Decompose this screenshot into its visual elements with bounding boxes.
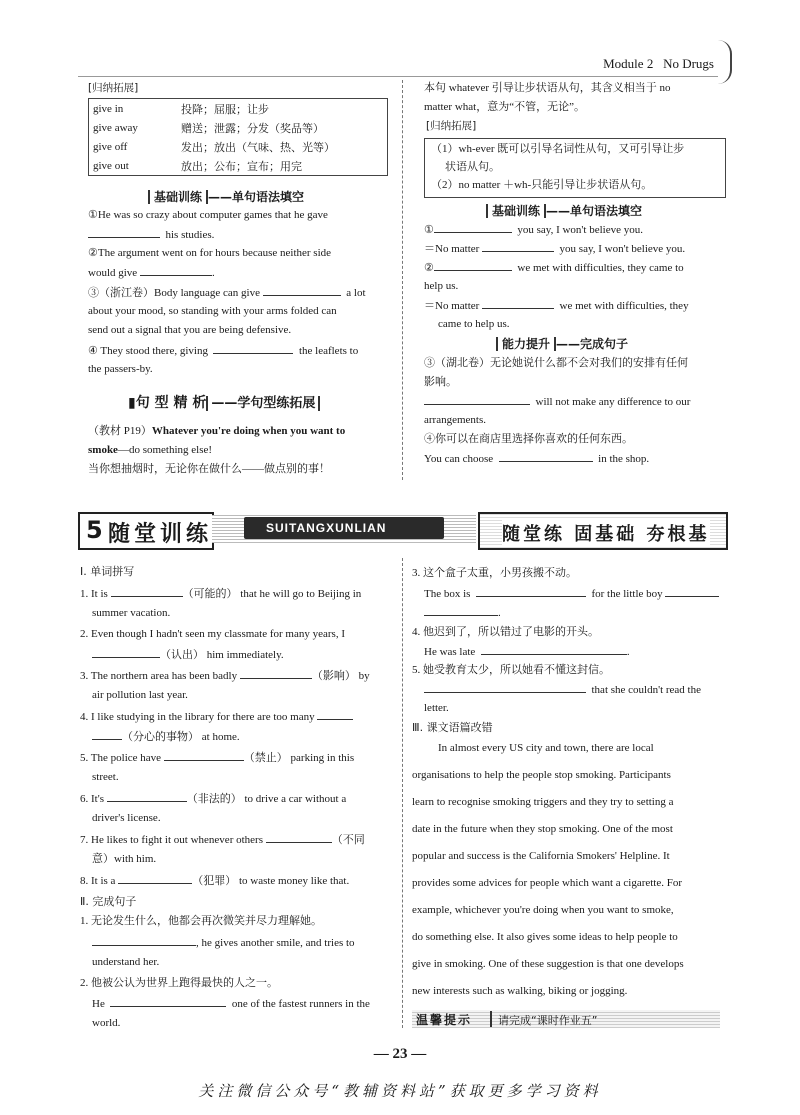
running-header <box>603 56 714 72</box>
exercise-line: came to help us. <box>438 318 510 330</box>
exercise-line: understand her. <box>92 956 160 968</box>
basic-training-heading-left: 基础训练 ——单句语法填空 <box>148 188 304 205</box>
explanation-line: 本句 whatever 引导让步状语从句，其含义相当于 no <box>424 82 671 94</box>
exercise-line: He one of the fastest runners in the <box>92 995 370 1013</box>
answer-blank[interactable] <box>263 284 341 296</box>
passage-line: learn to recognise smoking triggers and they try to setting a <box>412 796 674 808</box>
exercise-line: would give . <box>88 264 215 282</box>
footer-watermark: 关注微信公众号“教辅资料站”获取更多学习资料 <box>198 1082 602 1100</box>
module-title: No Drugs <box>663 56 714 71</box>
tip-label: 温馨提示 <box>416 1013 473 1027</box>
exercise-line: ④你可以在商店里选择你喜欢的任何东西。 <box>424 433 633 445</box>
answer-blank[interactable] <box>424 681 586 693</box>
column-divider-top <box>402 80 403 480</box>
exercise-line: 5. 她受教育太少，所以她看不懂这封信。 <box>412 664 610 676</box>
pinyin-box <box>244 517 444 539</box>
exercise-line: about your mood, so standing with your arms folded can <box>88 305 337 317</box>
exercise-line: 1. 无论发生什么，他都会再次微笑并尽力理解她。 <box>80 915 322 927</box>
exercise-line: will not make any difference to our <box>424 393 690 411</box>
exercise-line: ② we met with difficulties, they came to <box>424 259 684 277</box>
phrase-row: give away 赠送；泄露；分发（奖品等） <box>93 121 324 135</box>
exercise-line: 2. 他被公认为世界上跑得最快的人之一。 <box>80 977 278 989</box>
passage-line: give in smoking. One of these suggestion is that one develops <box>412 958 684 970</box>
phrase-table <box>88 98 388 176</box>
exercise-line: that she couldn't read the <box>424 681 701 699</box>
page-number: — 23 — <box>373 1046 427 1062</box>
exercise-line: The box is for the little boy <box>424 585 719 603</box>
phrase-row: give in 投降；屈服；让步 <box>93 102 269 116</box>
section-title: 随堂训练 <box>108 522 213 547</box>
passage-line: do something else. It also gives some ideas to help people to <box>412 931 678 943</box>
exercise-line: letter. <box>424 702 449 714</box>
answer-blank[interactable] <box>110 995 226 1007</box>
answer-blank[interactable] <box>92 728 122 740</box>
exercise-line: arrangements. <box>424 414 486 426</box>
exercise-line: （分心的事物） at home. <box>92 728 240 746</box>
answer-blank[interactable] <box>434 259 512 271</box>
basic-training-heading-right: 基础训练 ——单句语法填空 <box>486 202 642 219</box>
answer-blank[interactable] <box>665 585 719 597</box>
section-banner <box>78 512 726 546</box>
answer-blank[interactable] <box>107 790 187 802</box>
exercise-line: driver's license. <box>92 812 161 824</box>
answer-blank[interactable] <box>111 585 183 597</box>
answer-blank[interactable] <box>434 221 512 233</box>
exercise-line: ①He was so crazy about computer games that he gave <box>88 209 328 221</box>
answer-blank[interactable] <box>499 450 593 462</box>
answer-blank[interactable] <box>213 342 293 354</box>
passage-line: example, whichever you're doing when you want to smoke, <box>412 904 674 916</box>
exercise-line: ④ They stood there, giving the leaflets to <box>88 342 358 360</box>
answer-blank[interactable] <box>482 240 554 252</box>
exercise-line: air pollution last year. <box>92 689 188 701</box>
section-pinyin: SUITANGXUNLIAN <box>266 521 387 535</box>
passage-line: new interests such as walking, biking or jogging. <box>412 985 628 997</box>
warm-tip <box>412 1010 720 1028</box>
box-line: （1）wh-ever 既可以引导名词性从句，又可引导让步 <box>431 143 685 155</box>
exercise-line: 3. 这个盒子太重，小男孩搬不动。 <box>412 567 577 579</box>
answer-blank[interactable] <box>88 226 160 238</box>
answer-blank[interactable] <box>164 749 244 761</box>
exercise-line: He was late . <box>424 643 630 661</box>
exercise-line: his studies. <box>88 226 214 244</box>
answer-blank[interactable] <box>118 872 192 884</box>
section-number: 5 <box>86 516 103 544</box>
answer-blank[interactable] <box>424 393 530 405</box>
passage-line: organisations to help the people stop smoking. Participants <box>412 769 671 781</box>
answer-blank[interactable] <box>481 643 627 655</box>
answer-blank[interactable] <box>317 708 353 720</box>
section-slogan: 随堂练 固基础 夯根基 <box>502 520 710 546</box>
answer-blank[interactable] <box>92 934 196 946</box>
tip-text: 请完成“课时作业五” <box>498 1014 598 1027</box>
exercise-line: ① you say, I won't believe you. <box>424 221 643 239</box>
tip-divider <box>490 1011 492 1027</box>
exercise-line: 7. He likes to fight it out whenever others （不同 <box>80 831 365 849</box>
exercise-line: ③（浙江卷）Body language can give a lot <box>88 284 366 302</box>
box-line: 状语从句。 <box>445 161 500 173</box>
passage-line: popular and success is the California Smokers' Helpline. It <box>412 850 670 862</box>
exercise-line: 2. Even though I hadn't seen my classmate for many years, I <box>80 628 345 640</box>
exercise-line: world. <box>92 1017 121 1029</box>
answer-blank[interactable] <box>266 831 332 843</box>
answer-blank[interactable] <box>240 667 312 679</box>
explanation-line: matter what，意为“不管，无论”。 <box>424 101 585 113</box>
textbook-example: smoke—do something else! <box>88 444 213 456</box>
part-heading: Ⅲ. 课文语篇改错 <box>412 721 493 734</box>
exercise-line: 3. The northern area has been badly （影响） by <box>80 667 370 685</box>
exercise-line: ③（湖北卷）无论她说什么都不会对我们的安排有任何 <box>424 357 688 369</box>
exercise-line: 4. I like studying in the library for there are too many <box>80 708 353 726</box>
answer-blank[interactable] <box>140 264 212 276</box>
passage-line: In almost every US city and town, there are local <box>438 742 654 754</box>
exercise-line: summer vacation. <box>92 607 171 619</box>
ability-heading: 能力提升 ——完成句子 <box>496 335 628 352</box>
sentence-analysis-heading: ▮句 型 精 析 ——学句型练拓展 <box>128 392 320 412</box>
example-translation: 当你想抽烟时，无论你在做什么——做点别的事！ <box>88 463 330 475</box>
exercise-line: （认出） him immediately. <box>92 646 284 664</box>
box-line: （2）no matter ＋wh-只能引导让步状语从句。 <box>431 179 653 191</box>
banner-left-block <box>78 512 214 550</box>
exercise-line: You can choose in the shop. <box>424 450 649 468</box>
expand-tag-right: [归纳拓展] <box>426 120 477 132</box>
answer-blank[interactable] <box>92 646 160 658</box>
exercise-line: 1. It is （可能的） that he will go to Beijing in <box>80 585 361 603</box>
exercise-line: 8. It is a （犯罪） to waste money like that. <box>80 872 349 890</box>
expand-tag-left: [归纳拓展] <box>88 82 139 94</box>
exercise-line: help us. <box>424 280 459 292</box>
header-curve <box>718 40 732 84</box>
banner-right-block <box>478 512 728 550</box>
phrase-row: give off 发出；放出（气味、热、光等） <box>93 140 335 154</box>
exercise-line: . <box>424 604 501 622</box>
exercise-line: street. <box>92 771 119 783</box>
exercise-line: ＝No matter we met with difficulties, they <box>424 297 689 315</box>
answer-blank[interactable] <box>482 297 554 309</box>
exercise-line: send out a signal that you are being defensive. <box>88 324 292 336</box>
part-heading: Ⅱ. 完成句子 <box>80 895 137 908</box>
exercise-line: 影响。 <box>424 376 457 388</box>
exercise-line: ＝No matter you say, I won't believe you. <box>424 240 685 258</box>
answer-blank[interactable] <box>424 604 498 616</box>
exercise-line: 意）with him. <box>92 853 157 865</box>
exercise-line: , he gives another smile, and tries to <box>92 934 355 952</box>
exercise-line: 4. 他迟到了，所以错过了电影的开头。 <box>412 626 599 638</box>
part-heading: Ⅰ. 单词拼写 <box>80 565 135 578</box>
column-divider-bottom <box>402 558 403 1028</box>
exercise-line: 6. It's （非法的） to drive a car without a <box>80 790 346 808</box>
exercise-line: 5. The police have （禁止） parking in this <box>80 749 354 767</box>
expand-box-right <box>424 138 726 198</box>
phrase-row: give out 放出；公布；宣布；用完 <box>93 159 302 173</box>
passage-line: date in the future when they stop smoking. One of the most <box>412 823 673 835</box>
exercise-line: ②The argument went on for hours because neither side <box>88 247 332 259</box>
passage-line: provides some advices for people which want a cigarette. For <box>412 877 683 889</box>
module-label: Module 2 <box>603 56 654 71</box>
textbook-example: （教材 P19）Whatever you're doing when you want to <box>88 425 346 437</box>
answer-blank[interactable] <box>476 585 586 597</box>
header-rule <box>78 76 718 77</box>
exercise-line: the passers-by. <box>88 363 153 375</box>
